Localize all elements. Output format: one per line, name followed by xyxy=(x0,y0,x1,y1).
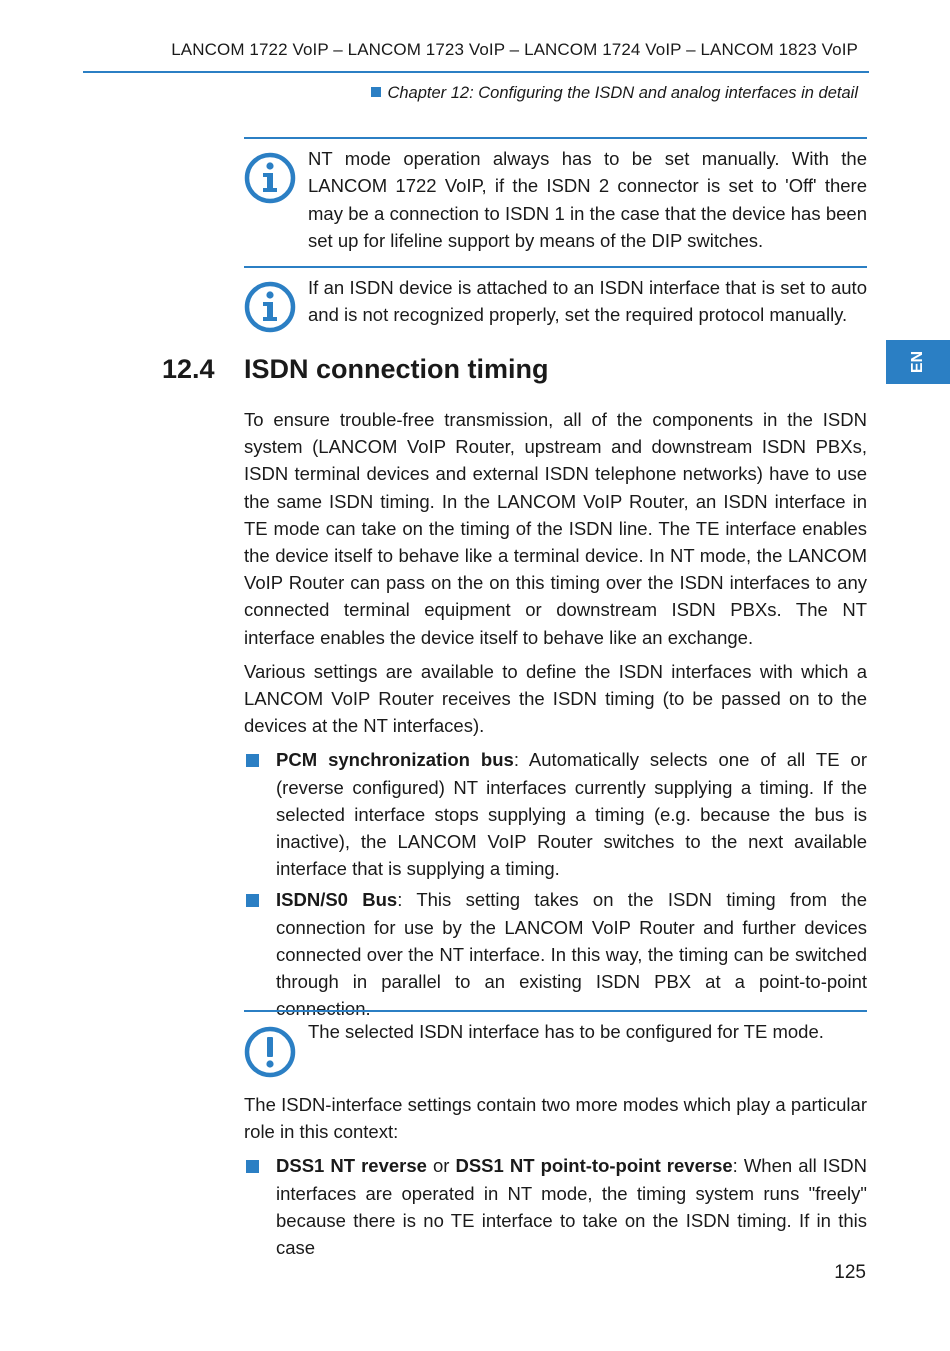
bullet-text: : This setting takes on the ISDN timing from the connection for use by the LANCOM VoIP Router and further devices connected over the NT interface. In this way, the timing can be switched through in parallel to an existing ISDN PBX at a point‑to‑point connection. xyxy=(276,889,867,1020)
warning-note-text: The selected ISDN interface has to be configured for TE mode. xyxy=(308,1021,824,1042)
bullet-square-icon xyxy=(246,894,259,907)
chapter-line xyxy=(371,84,858,103)
bullet-term: PCM synchronization bus xyxy=(276,749,514,771)
info-note-2 xyxy=(244,266,867,336)
section-title: ISDN connection timing xyxy=(244,354,549,384)
chapter-square-icon xyxy=(371,87,381,97)
body-text-2 xyxy=(244,1091,867,1261)
paragraph: Various settings are available to define the ISDN interfaces with which a LANCOM VoIP Router receives the ISDN timing (to be passed on to the devices at the NT interfaces). xyxy=(244,660,867,737)
bullet-term: DSS1 NT reverse xyxy=(276,1155,427,1177)
bullet-text: : When all ISDN interfaces are operated in NT mode, the timing system runs "freely" because there is no TE interface to take on the ISDN timing. If in this case xyxy=(276,1155,867,1259)
chapter-title: Chapter 12: Configuring the ISDN and analog interfaces in detail xyxy=(387,84,858,102)
bullet-square-icon xyxy=(246,754,259,767)
list-item xyxy=(244,886,867,1022)
warning-note xyxy=(244,1010,867,1084)
paragraph: To ensure trouble‑free transmission, all of the components in the ISDN system (LANCOM VoIP Router, upstream and downstream ISDN PBXs, ISDN terminal devices and external ISDN telephone networks) have to use the same ISDN timing. In the LANCOM VoIP Router, an ISDN interface in TE mode can take on the timing of the ISDN line. The TE interface enables the device itself to behave like a terminal device. In NT mode, the LANCOM VoIP Router can pass on the on this timing over the ISDN interfaces to any connected terminal equipment or downstream ISDN PBXs. The NT interface enables the device itself to behave like an exchange. xyxy=(244,409,867,648)
info-note-text: NT mode operation always has to be set manually. With the LANCOM 1722 VoIP, if the ISDN 2 connector is set to 'Off' there may be a connection to ISDN 1 in the case that the device has been set up for lifeline support by means of the DIP switches. xyxy=(308,148,867,251)
warning-icon xyxy=(244,1026,296,1078)
body-text xyxy=(244,406,867,1022)
language-tab: EN xyxy=(886,340,950,384)
page-number: 125 xyxy=(834,1262,866,1283)
section-heading xyxy=(162,354,549,385)
list-item xyxy=(244,1152,867,1261)
section-number: 12.4 xyxy=(162,354,215,384)
paragraph: The ISDN‑interface settings contain two more modes which play a particular role in this context: xyxy=(244,1094,867,1143)
info-note-1 xyxy=(244,137,867,257)
running-header: LANCOM 1722 VoIP – LANCOM 1723 VoIP – LANCOM 1724 VoIP – LANCOM 1823 VoIP xyxy=(171,40,858,59)
bullet-connector: or xyxy=(426,1155,456,1177)
info-note-text: If an ISDN device is attached to an ISDN interface that is set to auto and is not recognized properly, set the required protocol manually. xyxy=(308,277,867,326)
bullet-term: ISDN/S0 Bus xyxy=(276,889,398,911)
bullet-term: DSS1 NT point‑to‑point reverse xyxy=(455,1155,733,1177)
bullet-text: : Automatically selects one of all TE or (reverse configured) NT interfaces currently supplying a timing. If the selected interface stops supplying a timing (e.g. because the bus is inactive), the LANCOM VoIP Router switches to the next available interface that is supplying a timing. xyxy=(276,749,867,880)
info-icon xyxy=(244,281,296,333)
info-icon xyxy=(244,152,296,204)
bullet-square-icon xyxy=(246,1160,259,1173)
header-rule xyxy=(83,71,869,73)
list-item xyxy=(244,746,867,882)
